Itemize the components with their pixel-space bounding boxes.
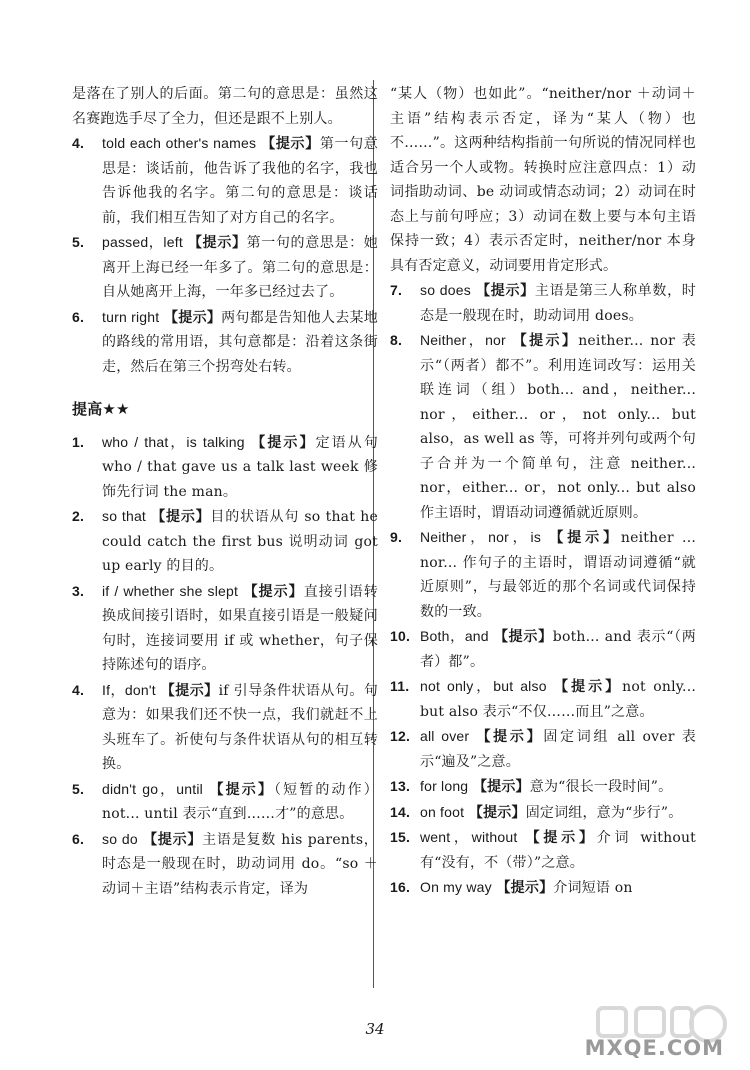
hint-text: 直接引语转换成间接引语时，如果直接引语是一般疑问句时，连接词要用 if 或 whether，句子保持陈述句的语序。 (102, 583, 379, 673)
item-number: 1. (72, 433, 85, 450)
hint-tag: 【提示】 (188, 235, 247, 251)
answer-text: didn't go，until (102, 780, 203, 797)
item-number: 6. (72, 308, 85, 325)
hint-tag: 【提示】 (243, 583, 304, 600)
answer-item (72, 827, 378, 902)
hint-text: 第一句的意思是：她离开上海已经一年多了。第二句的意思是：自从她离开上海，一年多已经过去了。 (102, 235, 378, 300)
hint-tag: 【提示】 (525, 830, 597, 846)
hint-text: 介词短语 on (553, 880, 633, 896)
item-number: 4. (72, 135, 85, 151)
item-number: 2. (72, 508, 85, 524)
answer-item (390, 624, 696, 674)
answer-text: on foot (420, 803, 465, 820)
answer-item (390, 875, 696, 901)
answer-item (72, 504, 378, 579)
right-column (390, 82, 696, 901)
item-number: 9. (390, 529, 403, 545)
hint-tag: 【提示】 (493, 629, 553, 645)
answer-item (390, 774, 696, 800)
hint-tag: 【提示】 (476, 729, 544, 745)
watermark-text: MXQE.COM (584, 1036, 724, 1060)
item-number: 5. (72, 234, 85, 250)
answer-item (390, 525, 696, 624)
hint-tag: 【提示】 (472, 779, 530, 795)
answer-text: Neither，nor，is (420, 529, 542, 545)
answer-text: not only，but also (420, 678, 547, 694)
answer-text: if / whether she slept (102, 582, 239, 599)
item-number: 6. (72, 830, 85, 847)
hint-text: 固定词组 all over 表示“遍及”之意。 (420, 729, 697, 770)
item-number: 3. (72, 582, 85, 599)
hint-tag: 【提示】 (251, 434, 316, 451)
page-number: 34 (365, 1020, 385, 1038)
item-number: 12. (390, 728, 411, 744)
hint-text: 主语是复数 his parents，时态是一般现在时，助动词用 do。“so ＋动词＋主语”结构表示肯定，译为 (102, 831, 379, 897)
answer-item (72, 777, 378, 827)
hint-tag: 【提示】 (512, 333, 579, 349)
hint-tag: 【提示】 (496, 880, 554, 896)
hint-tag: 【提示】 (160, 682, 219, 699)
hint-text: 两句都是告知他人去某地的路线的常用语，其句意都是：沿着这条街走，然后在第三个拐弯处右转。 (102, 309, 378, 375)
hint-text: neither... nor 表示“（两者）都不”。利用连词改写：运用关联连词（组）both... and，neither... nor，either... or，not only... but also，as well as 等，可将并列句或两个句子合并为一个简单句，注意 neither... nor，either... or，not only... but also 作主语时，谓语动词遵循就近原则。 (420, 333, 696, 521)
hint-text: 第一句意思是：谈话前，他告诉了我他的名字，我也告诉他我的名字。第二句的意思是：谈话前，我们相互告知了对方自己的名字。 (102, 136, 378, 226)
answer-text: so that (102, 508, 147, 524)
answer-text: who / that，is talking (102, 433, 245, 450)
hint-text: both... and 表示“（两者）都”。 (420, 629, 697, 670)
answer-text: Neither，nor (420, 332, 506, 348)
left-continuation-text: 是落在了别人的后面。第二句的意思是：虽然这名赛跑选手尽了全力，但还是跟不上别人。 (72, 86, 378, 127)
item-number: 14. (390, 803, 411, 820)
answer-item (390, 825, 696, 875)
hint-tag: 【提示】 (554, 679, 623, 695)
answer-text: all over (420, 728, 470, 744)
answer-text: If，don't (102, 681, 156, 698)
answer-text: Both，and (420, 628, 489, 644)
item-number: 15. (390, 829, 411, 845)
item-number: 13. (390, 778, 411, 794)
item-number: 7. (390, 282, 403, 298)
right-answer-list (390, 278, 696, 901)
item-number: 5. (72, 780, 85, 797)
answer-item (390, 800, 696, 826)
hint-text: if 引导条件状语从句。句意为：如果我们还不快一点，我们就赶不上头班车了。祈使句与条件状语从句的相互转换。 (102, 682, 378, 772)
hint-tag: 【提示】 (476, 283, 535, 299)
answer-item (72, 430, 378, 505)
answer-text: went，without (420, 829, 518, 845)
hint-text: 目的状语从句 so that he could catch the first bus 说明动词 got up early 的目的。 (102, 509, 378, 574)
answer-text: so do (102, 830, 138, 847)
hint-text: not only... but also 表示“不仅……而且”之意。 (420, 679, 697, 720)
hint-tag: 【提示】 (549, 530, 621, 546)
hint-text: 主语是第三人称单数，时态是一般现在时，助动词用 does。 (420, 283, 697, 324)
answer-text: On my way (420, 879, 492, 895)
hint-text: neither ... nor... 作句子的主语时，谓语动词遵循“就近原则”，与最邻近的那个名词或代词保持数的一致。 (420, 530, 696, 620)
hint-tag: 【提示】 (468, 804, 526, 821)
item-number: 4. (72, 681, 85, 698)
left-answer-list-basic (72, 131, 378, 379)
answer-item (72, 305, 378, 380)
answer-text: so does (420, 282, 471, 298)
hint-tag: 【提示】 (164, 309, 222, 326)
answer-text: told each other's names (102, 135, 257, 151)
answer-item (72, 579, 378, 678)
answer-item (72, 230, 378, 305)
answer-text: for long (420, 778, 469, 794)
right-continuation-text: “某人（物）也如此”。“neither/nor ＋动词＋主语”结构表示否定，译为“某人（物）也不……”。这两种结构指前一句所说的情况同样也适合另一个人或物。转换时应注意四点：1）动词指助动词、be 动词或情态动词；2）动词在时态上与前句呼应；3）动词在数上要与本句主语保持一致；4）表示否定时，neither/nor 本身具有否定意义，动词要用肯定形式。 (390, 86, 696, 274)
item-number: 11. (390, 678, 410, 694)
answer-item (390, 724, 696, 774)
answer-text: passed，left (102, 234, 183, 250)
left-answer-list-advanced (72, 430, 378, 902)
section-title-advanced: 提高★★ (72, 400, 130, 418)
hint-text: 意为“很长一段时间”。 (529, 779, 673, 795)
answer-item (390, 674, 696, 724)
left-column (72, 82, 378, 901)
answer-text: turn right (102, 308, 160, 325)
hint-text: 固定词组，意为“步行”。 (525, 804, 683, 821)
hint-tag: 【提示】 (151, 509, 211, 525)
hint-tag: 【提示】 (209, 781, 275, 798)
hint-text: 介词 without 有“没有，不（带）”之意。 (420, 830, 696, 871)
hint-text: （短暂的动作）not... until 表示“直到……才”的意思。 (102, 781, 378, 822)
hint-tag: 【提示】 (261, 136, 320, 152)
hint-text: 定语从句 who / that gave us a talk last week 修饰先行词 the man。 (102, 434, 378, 500)
answer-item (72, 678, 378, 777)
answer-item (72, 131, 378, 230)
answer-item (390, 278, 696, 328)
answer-item (390, 328, 696, 525)
item-number: 10. (390, 628, 411, 644)
item-number: 16. (390, 879, 411, 895)
item-number: 8. (390, 332, 403, 348)
hint-tag: 【提示】 (143, 831, 203, 848)
